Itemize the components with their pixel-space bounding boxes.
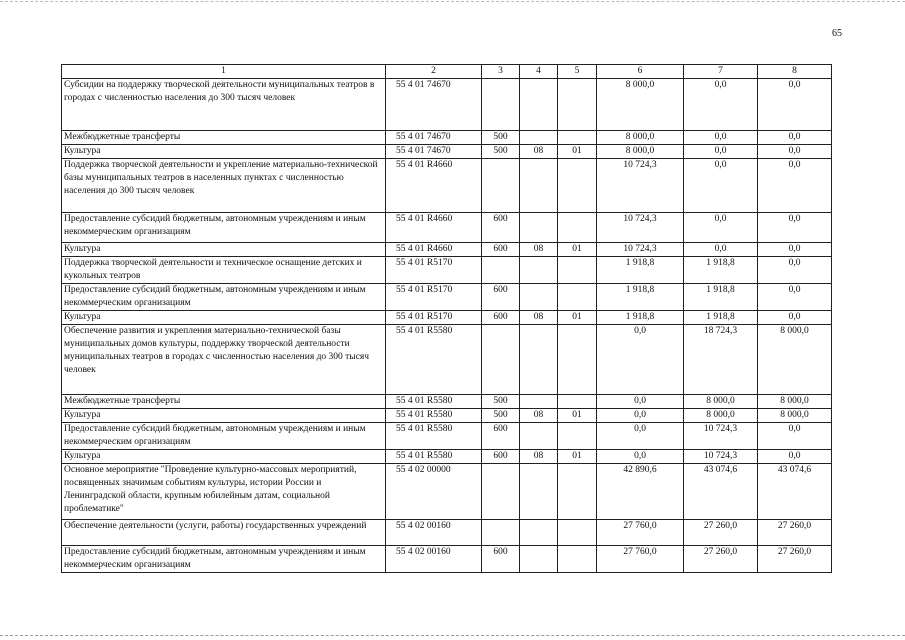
- table-header: [62, 65, 832, 79]
- table-body: [62, 79, 832, 573]
- row-col5: [558, 79, 597, 131]
- row-code: 55 4 02 00000: [386, 464, 482, 520]
- row-code: 55 4 01 R4660: [386, 243, 482, 257]
- row-name: Культура: [62, 409, 386, 423]
- row-col5: [558, 257, 597, 284]
- bottom-edge-line: [0, 635, 905, 636]
- row-col4: [520, 79, 558, 131]
- table-row: [62, 409, 832, 423]
- row-col7: 27 260,0: [684, 546, 758, 573]
- row-code: 55 4 01 74670: [386, 131, 482, 145]
- row-col5: [558, 520, 597, 546]
- row-col3: [482, 159, 520, 213]
- row-col4: [520, 546, 558, 573]
- row-col6: 42 890,6: [597, 464, 684, 520]
- row-col4: [520, 423, 558, 450]
- row-col6: 1 918,8: [597, 257, 684, 284]
- row-col6: 8 000,0: [597, 131, 684, 145]
- row-col7: 1 918,8: [684, 311, 758, 325]
- row-col3: [482, 520, 520, 546]
- row-code: 55 4 01 R5580: [386, 409, 482, 423]
- row-col8: 0,0: [758, 311, 832, 325]
- table-row: [62, 520, 832, 546]
- table-row: [62, 145, 832, 159]
- header-cell: 3: [482, 65, 520, 79]
- row-col3: 500: [482, 395, 520, 409]
- row-col7: 0,0: [684, 145, 758, 159]
- table-row: [62, 311, 832, 325]
- row-col8: 8 000,0: [758, 325, 832, 395]
- row-col8: 43 074,6: [758, 464, 832, 520]
- row-col7: 0,0: [684, 131, 758, 145]
- row-code: 55 4 01 R4660: [386, 213, 482, 243]
- row-col3: 600: [482, 546, 520, 573]
- row-col5: 01: [558, 243, 597, 257]
- row-col3: [482, 79, 520, 131]
- row-col5: [558, 325, 597, 395]
- table-row: [62, 284, 832, 311]
- row-col7: 0,0: [684, 159, 758, 213]
- top-edge-line: [0, 1, 905, 2]
- row-name: Культура: [62, 450, 386, 464]
- row-col6: 0,0: [597, 395, 684, 409]
- row-name: Предоставление субсидий бюджетным, автономным учреждениям и иным некоммерческим организациям: [62, 423, 386, 450]
- row-col4: [520, 213, 558, 243]
- row-col6: 8 000,0: [597, 79, 684, 131]
- row-col5: [558, 423, 597, 450]
- row-col5: 01: [558, 450, 597, 464]
- row-col5: [558, 464, 597, 520]
- row-col6: 0,0: [597, 450, 684, 464]
- table-row: [62, 395, 832, 409]
- row-name: Предоставление субсидий бюджетным, автономным учреждениям и иным некоммерческим организациям: [62, 213, 386, 243]
- row-name: Межбюджетные трансферты: [62, 395, 386, 409]
- row-name: Обеспечение деятельности (услуги, работы) государственных учреждений: [62, 520, 386, 546]
- row-col8: 0,0: [758, 79, 832, 131]
- table-row: [62, 159, 832, 213]
- row-col3: 600: [482, 284, 520, 311]
- row-name: Субсидии на поддержку творческой деятельности муниципальных театров в городах с численностью населения до 300 тысяч человек: [62, 79, 386, 131]
- row-col3: [482, 257, 520, 284]
- row-col4: [520, 284, 558, 311]
- row-col6: 0,0: [597, 409, 684, 423]
- row-code: 55 4 01 R5170: [386, 257, 482, 284]
- row-col4: [520, 395, 558, 409]
- row-col3: 600: [482, 213, 520, 243]
- table-row: [62, 450, 832, 464]
- row-col3: 500: [482, 145, 520, 159]
- row-col7: 8 000,0: [684, 409, 758, 423]
- row-col8: 0,0: [758, 243, 832, 257]
- row-col4: [520, 325, 558, 395]
- row-name: Предоставление субсидий бюджетным, автономным учреждениям и иным некоммерческим организациям: [62, 546, 386, 573]
- table-row: [62, 243, 832, 257]
- row-name: Культура: [62, 145, 386, 159]
- row-col6: 0,0: [597, 423, 684, 450]
- row-name: Поддержка творческой деятельности и укрепление материально-технической базы муниципальных театров в населенных пунктах с численностью населения до 300 тысяч человек: [62, 159, 386, 213]
- header-cell: 6: [597, 65, 684, 79]
- row-col7: 1 918,8: [684, 284, 758, 311]
- row-col7: 43 074,6: [684, 464, 758, 520]
- row-col5: [558, 395, 597, 409]
- row-code: 55 4 01 74670: [386, 79, 482, 131]
- header-row: [62, 65, 832, 79]
- row-col5: [558, 284, 597, 311]
- row-col8: 0,0: [758, 131, 832, 145]
- row-col4: [520, 257, 558, 284]
- row-code: 55 4 01 R5580: [386, 423, 482, 450]
- row-col3: 600: [482, 423, 520, 450]
- row-col5: [558, 213, 597, 243]
- row-code: 55 4 01 R4660: [386, 159, 482, 213]
- row-col6: 27 760,0: [597, 546, 684, 573]
- row-col4: [520, 159, 558, 213]
- row-col5: [558, 546, 597, 573]
- row-col6: 1 918,8: [597, 311, 684, 325]
- table-row: [62, 464, 832, 520]
- row-col5: 01: [558, 311, 597, 325]
- row-col7: 0,0: [684, 243, 758, 257]
- row-col8: 8 000,0: [758, 395, 832, 409]
- row-col4: 08: [520, 409, 558, 423]
- row-name: Культура: [62, 311, 386, 325]
- row-col3: 600: [482, 311, 520, 325]
- row-col4: 08: [520, 450, 558, 464]
- row-name: Основное мероприятие "Проведение культурно-массовых мероприятий, посвященных значимым событиям культуры, истории России и Ленинградской области, крупным юбилейным датам, социальной проблематике": [62, 464, 386, 520]
- row-col3: [482, 325, 520, 395]
- row-col6: 1 918,8: [597, 284, 684, 311]
- table-row: [62, 131, 832, 145]
- row-col4: 08: [520, 145, 558, 159]
- row-name: Поддержка творческой деятельности и техническое оснащение детских и кукольных театров: [62, 257, 386, 284]
- row-col4: [520, 131, 558, 145]
- row-col3: 500: [482, 131, 520, 145]
- row-name: Культура: [62, 243, 386, 257]
- row-col3: [482, 464, 520, 520]
- row-col8: 0,0: [758, 257, 832, 284]
- row-col4: 08: [520, 243, 558, 257]
- row-col8: 0,0: [758, 159, 832, 213]
- row-col7: 0,0: [684, 213, 758, 243]
- row-col7: 18 724,3: [684, 325, 758, 395]
- table-row: [62, 79, 832, 131]
- row-col7: 27 260,0: [684, 520, 758, 546]
- row-col6: 10 724,3: [597, 213, 684, 243]
- header-cell: 1: [62, 65, 386, 79]
- row-col7: 1 918,8: [684, 257, 758, 284]
- row-col6: 27 760,0: [597, 520, 684, 546]
- row-col3: 600: [482, 243, 520, 257]
- row-code: 55 4 01 R5170: [386, 311, 482, 325]
- header-cell: 4: [520, 65, 558, 79]
- row-col6: 8 000,0: [597, 145, 684, 159]
- row-col6: 0,0: [597, 325, 684, 395]
- row-col8: 27 260,0: [758, 520, 832, 546]
- header-cell: 5: [558, 65, 597, 79]
- table-row: [62, 325, 832, 395]
- row-col6: 10 724,3: [597, 159, 684, 213]
- row-col8: 0,0: [758, 145, 832, 159]
- row-col7: 8 000,0: [684, 395, 758, 409]
- row-col5: [558, 131, 597, 145]
- row-col7: 10 724,3: [684, 450, 758, 464]
- row-code: 55 4 01 R5580: [386, 450, 482, 464]
- table-row: [62, 257, 832, 284]
- row-name: Межбюджетные трансферты: [62, 131, 386, 145]
- row-code: 55 4 01 R5580: [386, 395, 482, 409]
- row-col7: 0,0: [684, 79, 758, 131]
- row-col8: 0,0: [758, 423, 832, 450]
- row-code: 55 4 01 R5170: [386, 284, 482, 311]
- row-code: 55 4 01 74670: [386, 145, 482, 159]
- row-col8: 0,0: [758, 450, 832, 464]
- row-col7: 10 724,3: [684, 423, 758, 450]
- row-col3: 600: [482, 450, 520, 464]
- row-name: Предоставление субсидий бюджетным, автономным учреждениям и иным некоммерческим организациям: [62, 284, 386, 311]
- row-col5: 01: [558, 145, 597, 159]
- header-cell: 7: [684, 65, 758, 79]
- row-col8: 8 000,0: [758, 409, 832, 423]
- page-number: 65: [832, 28, 842, 39]
- row-code: 55 4 01 R5580: [386, 325, 482, 395]
- header-cell: 2: [386, 65, 482, 79]
- budget-table: [61, 64, 832, 573]
- row-col4: [520, 464, 558, 520]
- row-col8: 0,0: [758, 213, 832, 243]
- row-col6: 10 724,3: [597, 243, 684, 257]
- row-col8: 27 260,0: [758, 546, 832, 573]
- row-col4: [520, 520, 558, 546]
- row-col5: [558, 159, 597, 213]
- row-col4: 08: [520, 311, 558, 325]
- table-row: [62, 546, 832, 573]
- row-col3: 500: [482, 409, 520, 423]
- row-col5: 01: [558, 409, 597, 423]
- table-row: [62, 423, 832, 450]
- row-code: 55 4 02 00160: [386, 520, 482, 546]
- row-col8: 0,0: [758, 284, 832, 311]
- row-code: 55 4 02 00160: [386, 546, 482, 573]
- table-row: [62, 213, 832, 243]
- row-name: Обеспечение развития и укрепления материально-технической базы муниципальных домов культуры, поддержку творческой деятельности муниципальных театров в городах с численностью населения до 300 тысяч человек: [62, 325, 386, 395]
- header-cell: 8: [758, 65, 832, 79]
